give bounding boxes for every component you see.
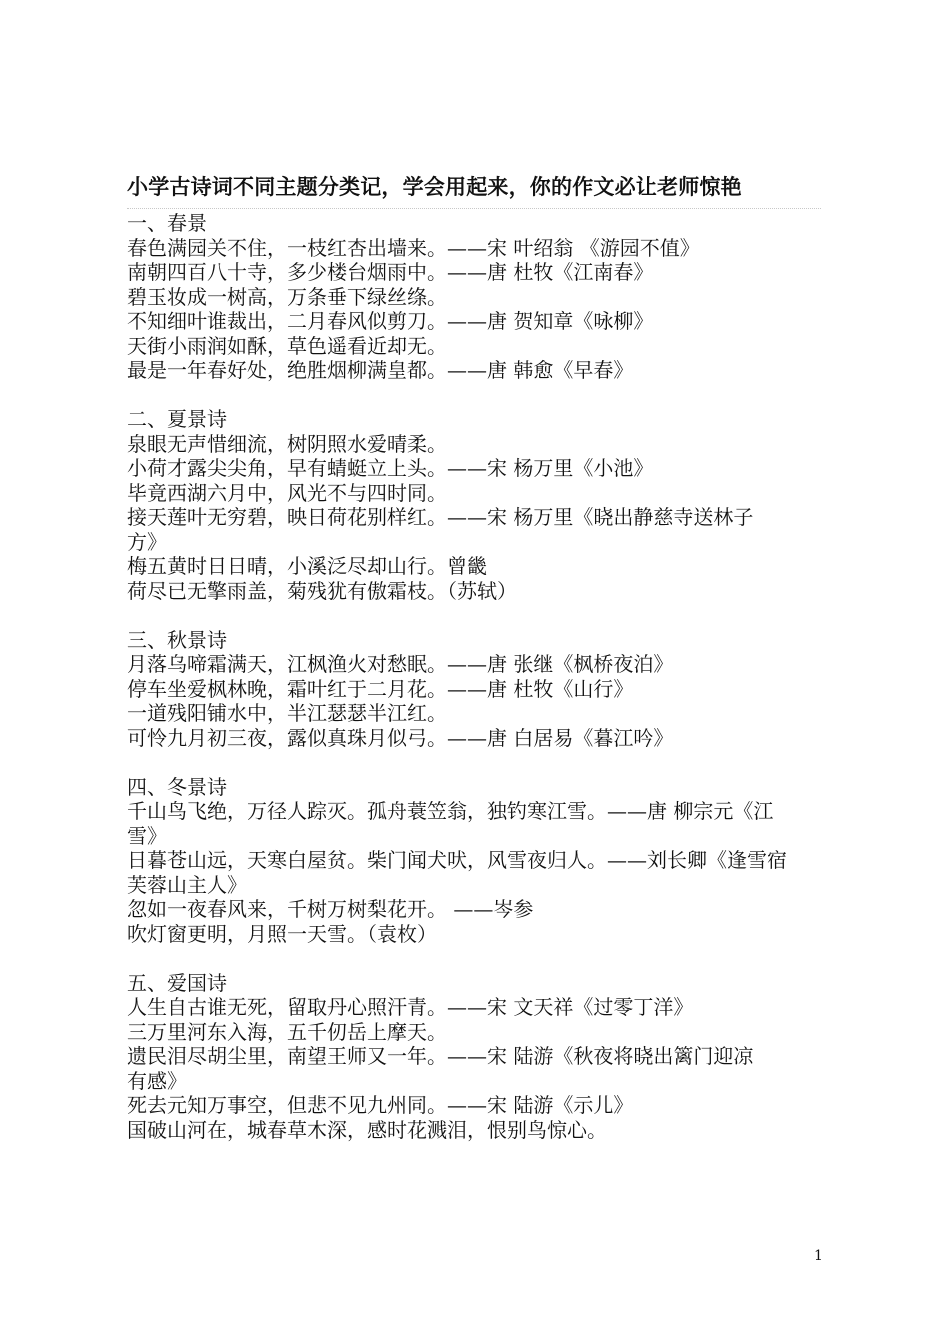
section-heading: 一、春景: [127, 211, 207, 235]
poem-line: 泉眼无声惜细流，树阴照水爱晴柔。: [127, 431, 447, 456]
section-heading: 五、爱国诗: [127, 970, 227, 995]
poem-line: 月落乌啼霜满天，江枫渔火对愁眠。——唐 张继《枫桥夜泊》: [127, 652, 674, 676]
poem-line: 碧玉妆成一树高，万条垂下绿丝绦。: [127, 284, 447, 309]
poem-line: 毕竟西湖六月中，风光不与四时同。: [127, 480, 447, 505]
poem-line: 可怜九月初三夜，露似真珠月似弓。——唐 白居易《暮江吟》: [127, 725, 674, 750]
poem-line: 天街小雨润如酥，草色遥看近却无。: [127, 333, 447, 358]
poem-line: 南朝四百八十寺，多少楼台烟雨中。——唐 杜牧《江南春》: [127, 260, 654, 284]
poem-line: 吹灯窗更明，月照一天雪。（袁枚）: [127, 921, 437, 946]
poem-line: 日暮苍山远，天寒白屋贫。柴门闻犬吠，风雪夜归人。——刘长卿《逢雪宿: [127, 848, 787, 872]
poem-line: 千山鸟飞绝，万径人踪灭。孤舟蓑笠翁，独钓寒江雪。——唐 柳宗元《江: [127, 799, 774, 823]
poem-line: 死去元知万事空，但悲不见九州同。——宋 陆游《示儿》: [127, 1093, 634, 1117]
poem-line: 梅五黄时日日晴，小溪泛尽却山行。曾畿: [127, 554, 487, 578]
poem-line: 春色满园关不住，一枝红杏出墙来。——宋 叶绍翁 《游园不值》: [127, 235, 700, 260]
poem-line: 有感》: [127, 1068, 187, 1093]
poem-line: 荷尽已无擎雨盖，菊残犹有傲霜枝。（苏轼）: [127, 578, 517, 603]
blank-line: [127, 383, 827, 408]
poem-line: 遗民泪尽胡尘里，南望王师又一年。——宋 陆游《秋夜将晓出篱门迎凉: [127, 1044, 754, 1068]
poem-line: 一道残阳铺水中，半江瑟瑟半江红。: [127, 701, 447, 725]
poem-line: 不知细叶谁裁出，二月春风似剪刀。——唐 贺知章《咏柳》: [127, 309, 654, 333]
poem-line: 雪》: [127, 823, 167, 848]
poem-lines: [127, 211, 827, 1142]
poem-line: 国破山河在，城春草木深，感时花溅泪，恨别鸟惊心。: [127, 1117, 607, 1142]
poem-line: 最是一年春好处，绝胜烟柳满皇都。——唐 韩愈《早春》: [127, 358, 634, 382]
page-number: 1: [814, 1248, 823, 1264]
blank-line: [127, 603, 827, 628]
section-heading: 二、夏景诗: [127, 407, 227, 431]
poem-line: 人生自古谁无死，留取丹心照汗青。——宋 文天祥《过零丁洋》: [127, 995, 694, 1019]
document-body: [127, 172, 827, 1142]
poem-line: 芙蓉山主人》: [127, 872, 247, 897]
blank-line: [127, 946, 827, 971]
poem-line: 接天莲叶无穷碧，映日荷花别样红。——宋 杨万里《晓出静慈寺送林子: [127, 505, 754, 529]
poem-line: 停车坐爱枫林晚，霜叶红于二月花。——唐 杜牧《山行》: [127, 676, 634, 701]
poem-line: 方》: [127, 529, 167, 554]
poem-line: 三万里河东入海，五千仞岳上摩天。: [127, 1019, 447, 1044]
title-divider: [127, 208, 821, 209]
poem-line: 忽如一夜春风来，千树万树梨花开。 ——岑参: [127, 897, 534, 921]
page-title: 小学古诗词不同主题分类记，学会用起来，你的作文必让老师惊艳: [127, 174, 742, 199]
section-heading: 三、秋景诗: [127, 627, 227, 652]
section-heading: 四、冬景诗: [127, 774, 227, 799]
blank-line: [127, 750, 827, 775]
poem-line: 小荷才露尖尖角，早有蜻蜓立上头。——宋 杨万里《小池》: [127, 456, 654, 480]
